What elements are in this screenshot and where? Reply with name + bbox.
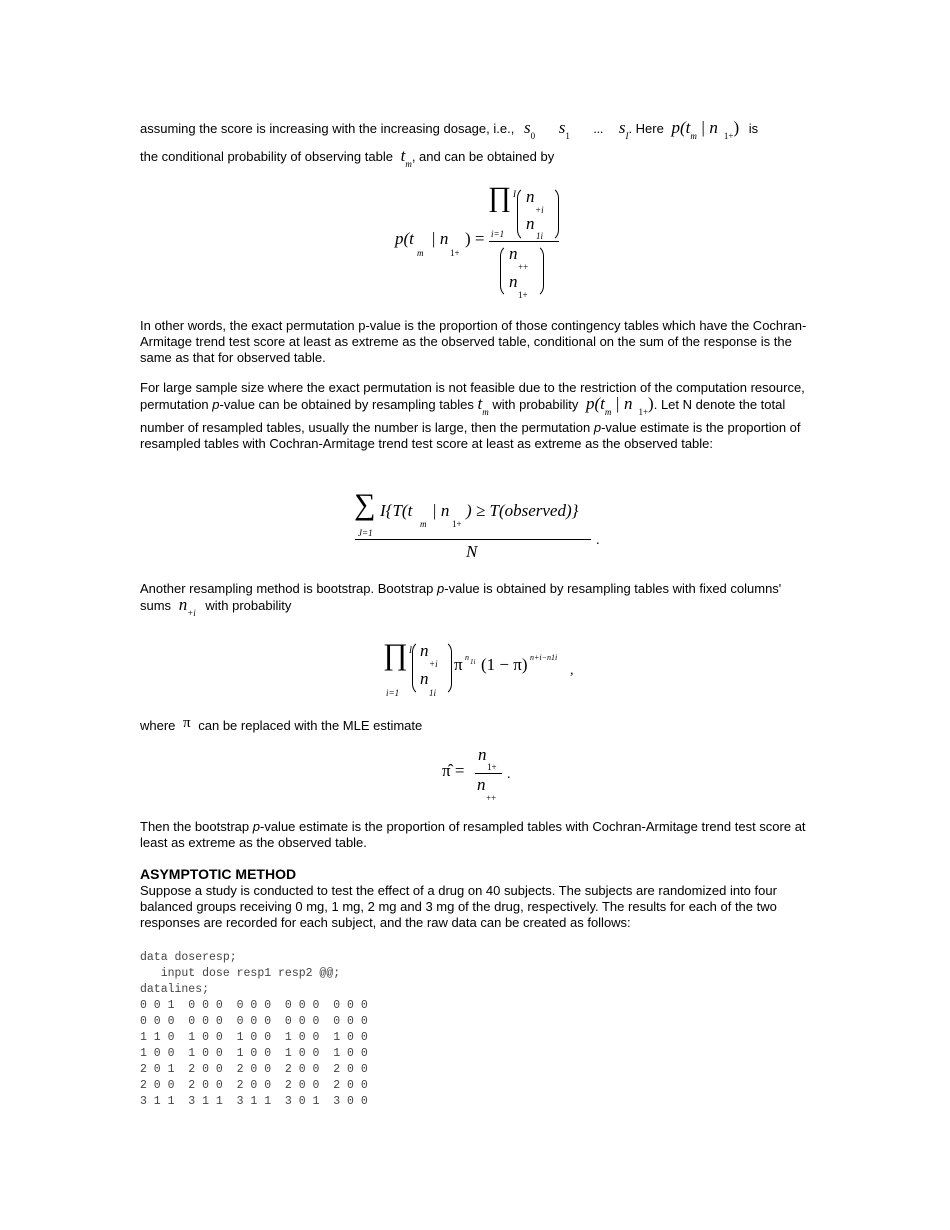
math: 1+: [638, 407, 649, 417]
math: | n: [432, 501, 450, 520]
math: (1 − π): [481, 655, 528, 674]
product-symbol: ∏: [383, 638, 408, 671]
text: with probability: [205, 598, 292, 613]
math: π: [454, 655, 463, 674]
math: N: [466, 542, 478, 561]
math: s: [618, 118, 626, 137]
math: I: [409, 645, 412, 655]
math: 1+: [452, 519, 462, 529]
text: . Let N denote the total number of resampled tables, usually the number is large, then the permutation: [140, 397, 786, 435]
text: can be replaced with the MLE estimate: [198, 718, 423, 733]
math: 0: [530, 131, 536, 141]
math: s: [558, 118, 566, 137]
math: m: [604, 407, 612, 417]
text: is: [748, 121, 759, 136]
text: the conditional probability of observing table: [140, 149, 393, 164]
math: n: [478, 745, 487, 764]
paragraph-study-description: Suppose a study is conducted to test the effect of a drug on 40 subjects. The subjects are randomized into four balanced groups receiving 0 mg, 1 mg, 2 mg and 3 mg of the drug, respectively. The results for each of the two responses are recorded for each subject, and the raw data can be created as follows:: [140, 883, 777, 930]
text: p: [212, 397, 220, 412]
math: | n: [700, 118, 718, 137]
text: assuming the score is increasing with the increasing dosage, i.e.,: [140, 121, 515, 136]
math: i=1: [491, 229, 505, 239]
paragraph-bootstrap: [140, 581, 812, 621]
math: 1+: [723, 131, 734, 141]
paragraph-where-pi: [140, 715, 422, 733]
math: n: [465, 653, 469, 662]
text: -value can be obtained by resampling tables: [219, 397, 474, 412]
math: n: [178, 595, 188, 614]
math: s: [523, 118, 531, 137]
math: ) ≥ T(observed)}: [466, 501, 579, 520]
text: Another resampling method is bootstrap. Bootstrap: [140, 581, 434, 596]
math: n: [526, 214, 535, 233]
math: ): [648, 394, 654, 413]
math: n: [477, 775, 486, 794]
math: m: [417, 248, 424, 258]
sas-code-block: data doseresp; input dose resp1 resp2 @@; datalines; 0 0 1 0 0 0 0 0 0 0 0 0 0 0 0 0 0 0 0 0 0 0 0 0 0 0 0 0 0 0 1 1 0 1 0 0 1 0 0 1 0 0 1 0 0 1 0 0 1 0 0 1 0 0 1 0 0 1 0 0 2 0 1 2 0 0 2 0 0 2 0 0 2 0 0 2 0 0 2 0 0 2 0 0 2 0 0 2 0 0 3 1 1 3 1 1 3 1 1 3 0 1 3 0 0: [140, 951, 368, 1108]
math: I{T(t: [380, 501, 413, 520]
math: m: [482, 407, 489, 417]
text: . Here: [628, 121, 664, 136]
math: .: [507, 767, 511, 782]
math: | n: [431, 229, 449, 248]
math: n: [420, 641, 429, 660]
text: Then the bootstrap: [140, 819, 250, 834]
math: 1i: [536, 231, 544, 241]
math: m: [690, 131, 697, 141]
text: For large sample size where the exact permutation is not feasible due to the restriction of the computation resource, permutation: [140, 380, 805, 412]
math: +i: [429, 659, 438, 669]
math: 1+: [518, 290, 528, 300]
math: ++: [486, 793, 497, 803]
intro-line-1: [140, 118, 758, 141]
text: p: [437, 581, 445, 596]
paragraph-large-sample: [140, 380, 812, 452]
math: J=1: [358, 528, 373, 538]
math: p(t: [671, 118, 691, 137]
text: -value is obtained by resampling tables with fixed columns' sums: [140, 581, 782, 613]
text: with probability: [492, 397, 579, 412]
math: m: [405, 159, 412, 169]
math: i=1: [386, 688, 400, 698]
math: I: [625, 131, 629, 141]
text: , and can be obtained by: [411, 149, 555, 164]
paragraph-bootstrap-estimate: [140, 819, 812, 851]
math: m: [420, 519, 427, 529]
sum-symbol: ∑: [354, 488, 376, 521]
intro-line-2: [140, 146, 554, 169]
section-heading: ASYMPTOTIC METHOD: [140, 866, 297, 882]
math: 1+: [450, 248, 460, 258]
math: 1i: [470, 658, 476, 666]
math: +i: [187, 608, 196, 618]
math: ): [733, 118, 740, 137]
text: -value estimate is the proportion of resampled tables with Cochran-Armitage trend test score at least as extreme as the observed table.: [140, 819, 806, 850]
math: n: [509, 244, 518, 263]
math: ...: [593, 121, 604, 136]
math: 1i: [429, 688, 437, 698]
math: p(t: [586, 394, 605, 413]
math: 1+: [487, 762, 497, 772]
math: t: [477, 394, 483, 413]
math: n: [526, 187, 535, 206]
math: ) =: [465, 229, 485, 248]
math: +i: [535, 205, 544, 215]
math: I: [513, 189, 516, 199]
math: n+i−n1i: [530, 653, 558, 662]
text: -value estimate is the proportion of resampled tables with Cochran-Armitage trend test score at least as extreme as the observed table:: [140, 420, 801, 451]
math: ++: [518, 262, 529, 272]
math: n: [420, 669, 429, 688]
text: p: [593, 420, 602, 435]
math: π: [183, 715, 191, 731]
math: | n: [615, 394, 633, 413]
text: where: [140, 718, 176, 733]
product-symbol: ∏: [488, 182, 512, 213]
math: t: [400, 146, 406, 165]
math: ,: [570, 663, 574, 678]
math: π̂ =: [442, 761, 465, 780]
math: p(t: [395, 229, 414, 248]
math: 1: [565, 131, 570, 141]
text: p: [252, 819, 260, 834]
paragraph-exact-permutation: In other words, the exact permutation p-value is the proportion of those contingency tables which have the Cochran-Armitage trend test score at least as extreme as the observed table, conditional on the sum of the response is the same as that for observed table.: [140, 318, 807, 365]
math: n: [509, 272, 518, 291]
math: .: [596, 533, 600, 548]
